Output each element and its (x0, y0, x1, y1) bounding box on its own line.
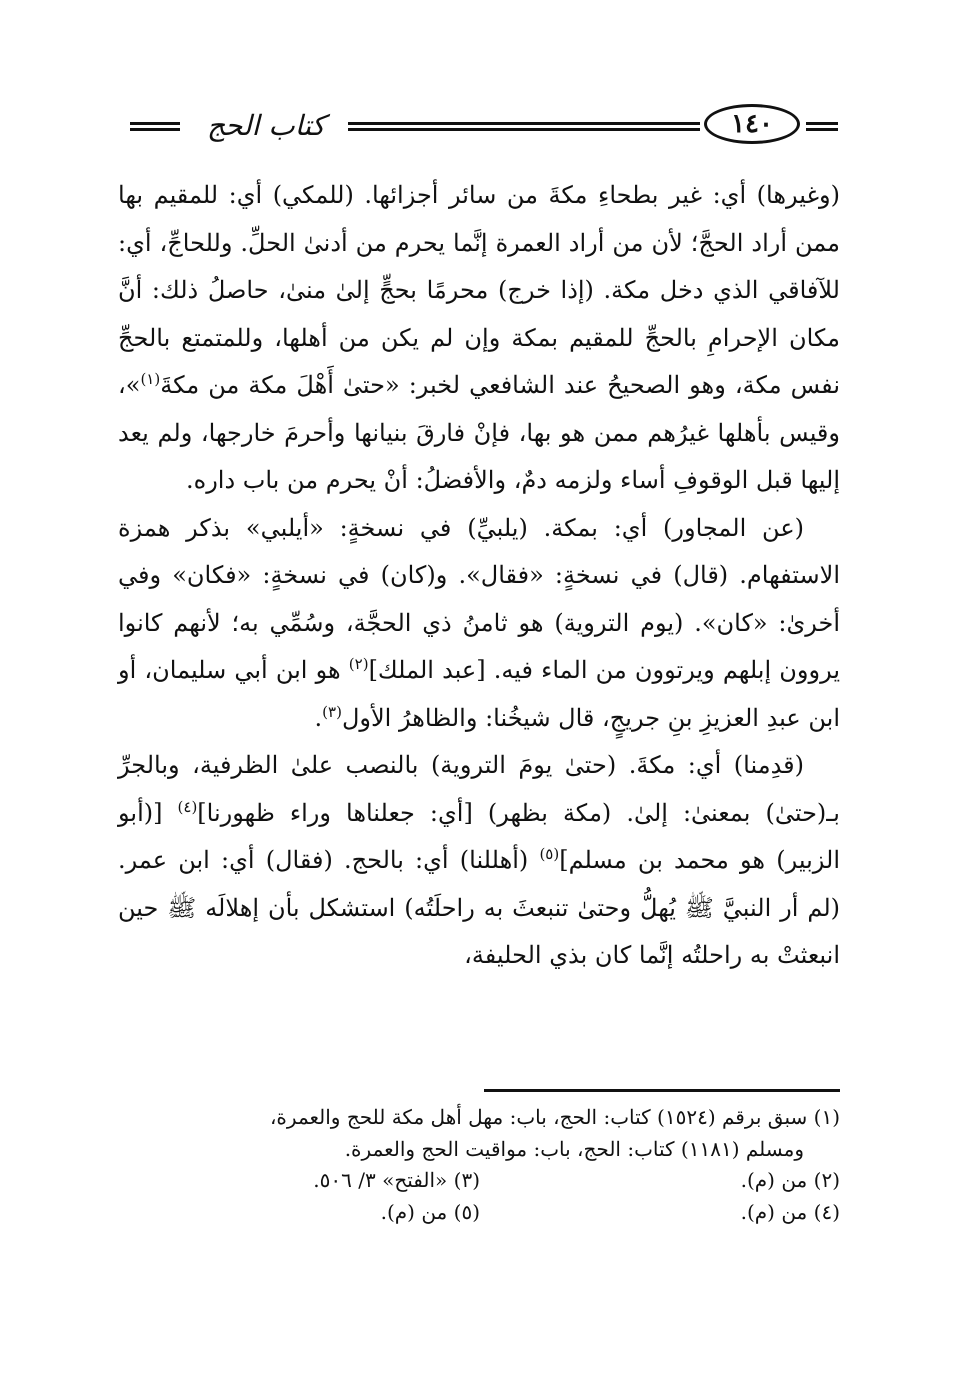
paragraph-text: (أهللنا) أي: بالحج. (فقال) أي: ابن عمر. (لم أر النبيَّ ﷺ يُهلُّ وحتىٰ تنبعثَ به راحلَتُه) استشكل بأن إهلالَه ﷺ حين انبعثتْ به راحلتُه إنَّما كان بذي الحليفة، (118, 846, 840, 969)
footnote-divider (484, 1089, 840, 1092)
header-rule-left (130, 120, 180, 134)
paragraph-text: [(أبو الزبير) هو محمد بن مسلم] (118, 798, 841, 874)
paragraph-text: (عن المجاور) أي: بمكة. (يلبيِّ) في نسخةٍ: «أيلبي» بذكر همزة الاستفهام. (قال) في نسخةٍ: «فقال». و(كان) في نسخةٍ: «فكان» وفي أخرىٰ: «كان». (يوم التروية) هو ثامنُ ذي الحجَّة، وسُمِّي به؛ لأنهم كانوا يروون إبلهم ويرتوون من الماء فيه. [عبد الملك] (118, 513, 841, 684)
footnote-3: (٣) «الفتح» ٣/ ٥٠٦. (313, 1168, 480, 1192)
footnote-ref: (٣) (322, 702, 342, 721)
paragraph-text: (قدِمنا) أي: مكةَ. (حتىٰ يومَ التروية) بالنصب علىٰ الظرفية، وبالجرِّ بـ(حتىٰ) بمعنىٰ: إلىٰ. (مكة بظهر) [أي: جعلناها وراء ظهورنا] (118, 751, 840, 827)
footnote-1-continuation: ومسلم (١١٨١) كتاب: الحج، باب: مواقيت الحج والعمرة. (344, 1136, 804, 1161)
paragraph-3 (118, 742, 840, 980)
footnote-ref: (٥) (539, 845, 560, 863)
header-rule-middle (348, 120, 700, 134)
footnote-row (118, 1165, 840, 1197)
header-rule-right (806, 120, 838, 134)
page-header (120, 100, 838, 156)
paragraph-text: . (314, 703, 323, 732)
footnote-1: (١) سبق برقم (١٥٢٤) كتاب: الحج، باب: مهل أهل مكة للحج والعمرة، (269, 1105, 840, 1129)
main-text (118, 172, 840, 980)
footnote-ref: (١) (140, 370, 161, 388)
paragraph-text: (وغيرها) أي: غير بطحاءِ مكةَ من سائر أجزائها. (للمكي) أي: للمقيم بها ممن أراد الحجَّ؛ لأن من أراد العمرة إنَّما يحرم من أدنىٰ الحلِّ. وللحاجِّ، أي: للآفاقي الذي دخل مكة. (إذا خرج) محرمًا بحجٍّ إلىٰ منىٰ، حاصلُ ذلك: أنَّ مكان الإحرامِ بالحجِّ للمقيم بمكة وإن لم يكن من أهلها، وللمتمتع بالحجِّ نفس مكة، وهو الصحيحُ عند الشافعي لخبر: «حتىٰ أَهْلَ مكة من مكةَ (118, 181, 840, 399)
paragraph-2 (118, 505, 840, 743)
footnote-2: (٢) من (م). (740, 1168, 840, 1192)
footnote-5: (٥) من (م). (380, 1199, 480, 1224)
footnote-ref: (٢) (348, 655, 369, 673)
paragraph-text: هو ابن أبي سليمان، أو ابن عبدِ العزيزِ بنِ جريجٍ، قال شيخُنا: والظاهرُ الأول (118, 656, 840, 732)
footnote-ref: (٤) (177, 797, 198, 816)
page-number: ١٤٠ (704, 104, 800, 144)
book-title: كتاب الحج (206, 109, 326, 142)
footnote-row (118, 1197, 840, 1229)
footnotes (118, 1102, 840, 1228)
footnote-4: (٤) من (م). (740, 1199, 840, 1224)
paragraph-1 (118, 172, 840, 505)
paragraph-text: »، وقيس بأهلها غيرُهم ممن هو بها، فإنْ فارقَ بنيانها وأحرمَ خارجها، ولم يعد إليها قبل الوقوفِ أساء ولزمه دمٌ، والأفضلُ: أنْ يحرم من باب داره. (118, 371, 840, 494)
